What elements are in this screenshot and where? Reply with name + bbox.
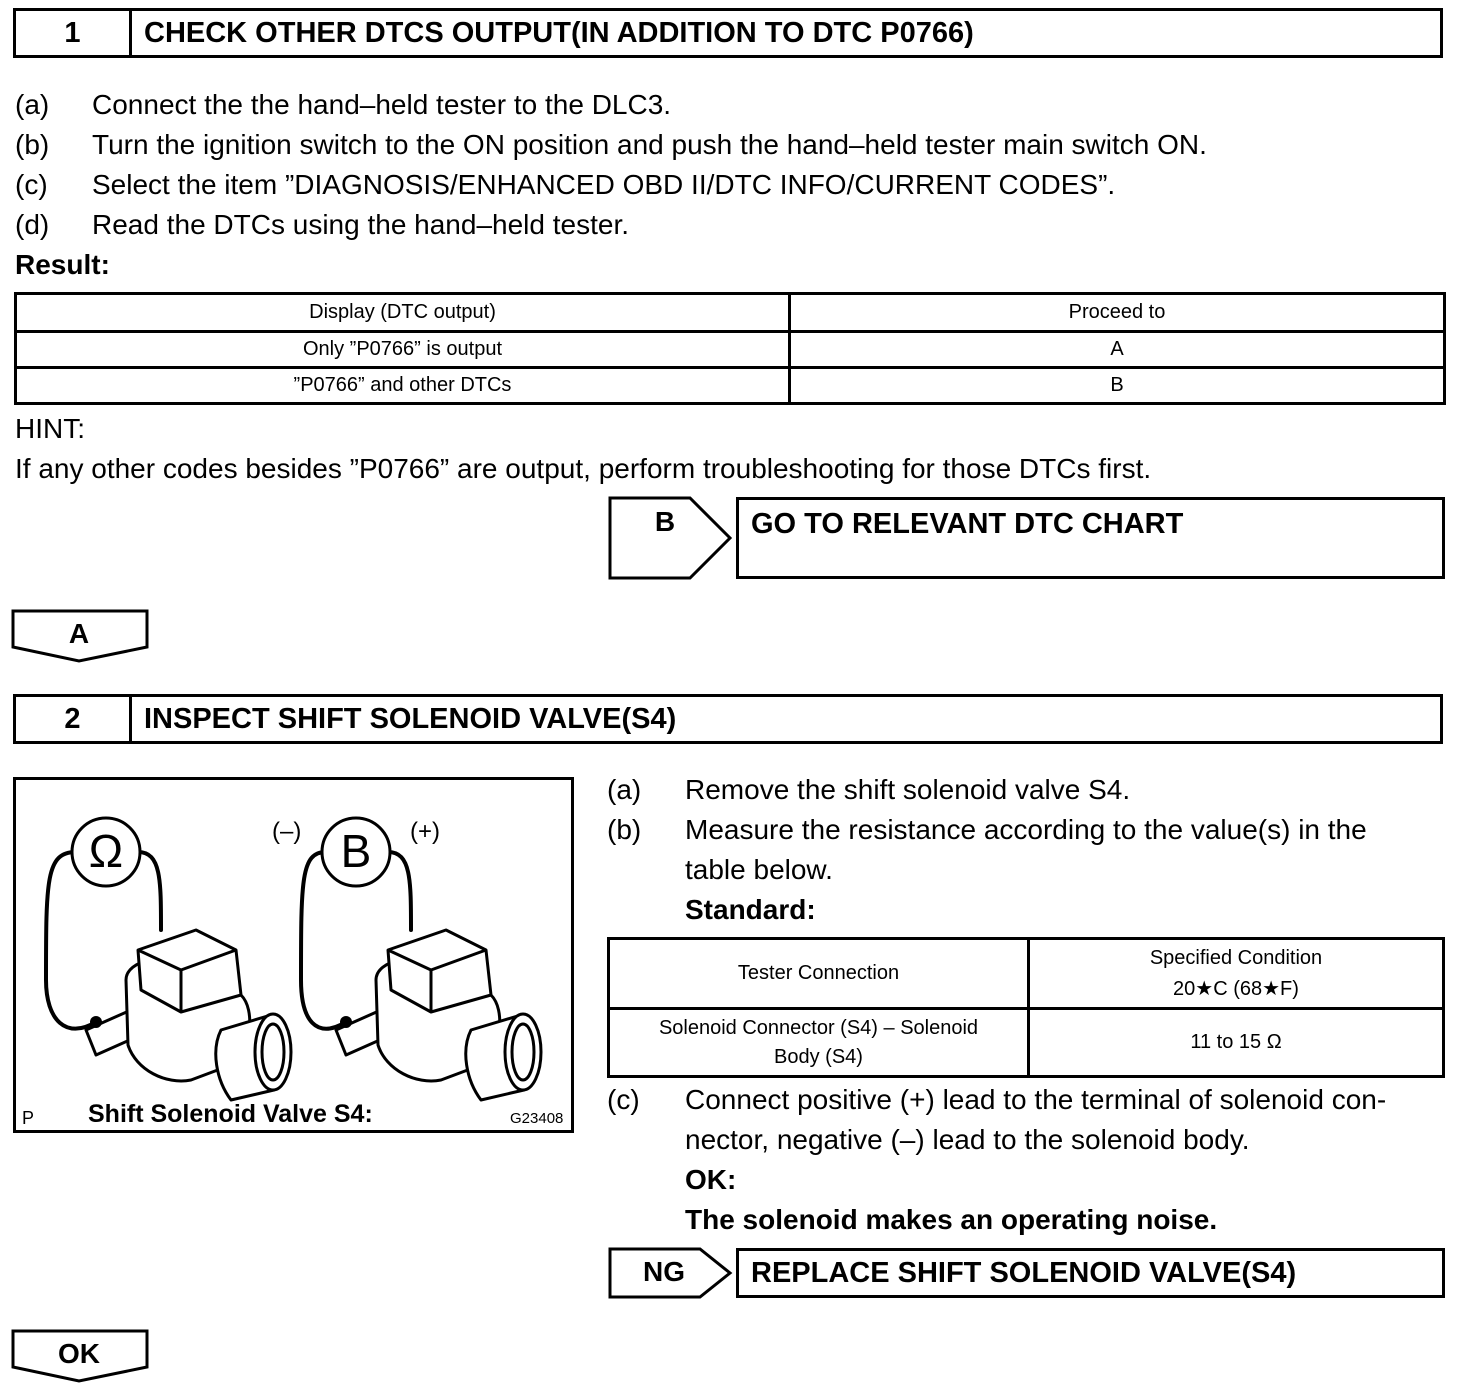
table-header-row bbox=[16, 294, 1445, 332]
table-row bbox=[16, 368, 1445, 404]
branch-b-action: GO TO RELEVANT DTC CHART bbox=[736, 497, 1445, 579]
branch-tag-ng: NG bbox=[643, 1256, 685, 1287]
table-header: Proceed to bbox=[790, 294, 1445, 332]
solenoid-figure bbox=[13, 777, 574, 1133]
item-text: Turn the ignition switch to the ON position and push the hand–held tester main switch ON. bbox=[92, 129, 1207, 160]
figure-corner-label: P bbox=[22, 1108, 35, 1128]
table-header-row bbox=[609, 939, 1444, 1009]
table-cell: Body (S4) bbox=[774, 1045, 863, 1068]
table-header: Specified Condition bbox=[1149, 946, 1323, 969]
table-header-condition bbox=[1029, 939, 1444, 1009]
standard-label: Standard: bbox=[685, 894, 816, 925]
table-header: Tester Connection bbox=[609, 939, 1029, 1009]
step-2-header bbox=[13, 694, 1443, 744]
branch-tag-ok: OK bbox=[58, 1338, 100, 1369]
plus-label: (+) bbox=[410, 818, 440, 845]
result-label: Result: bbox=[15, 249, 110, 280]
item-text-continued: table below. bbox=[685, 854, 833, 885]
item-text-continued: nector, negative (–) lead to the solenoid body. bbox=[685, 1124, 1250, 1155]
table-cell: Solenoid Connector (S4) – Solenoid bbox=[658, 1016, 979, 1039]
step-1-header bbox=[13, 8, 1443, 58]
item-label: (c) bbox=[607, 1084, 640, 1115]
standard-table bbox=[607, 937, 1445, 1078]
step-number: 1 bbox=[16, 11, 132, 55]
item-label: (d) bbox=[15, 209, 50, 240]
table-cell: A bbox=[790, 332, 1445, 368]
hint-label: HINT: bbox=[15, 413, 85, 444]
table-row bbox=[16, 332, 1445, 368]
result-table bbox=[14, 292, 1446, 405]
step-number: 2 bbox=[16, 697, 132, 741]
item-label: (a) bbox=[607, 774, 642, 805]
battery-symbol: B bbox=[340, 825, 372, 877]
branch-tag-a: A bbox=[68, 618, 90, 649]
item-text: Connect positive (+) lead to the terminal of solenoid con- bbox=[685, 1084, 1387, 1115]
table-cell: Only ”P0766” is output bbox=[16, 332, 790, 368]
item-label: (c) bbox=[15, 169, 48, 200]
table-cell: B bbox=[790, 368, 1445, 404]
figure-code: G23408 bbox=[510, 1110, 564, 1127]
table-cell-connection bbox=[609, 1009, 1029, 1077]
item-text: Connect the the hand–held tester to the DLC3. bbox=[92, 89, 672, 120]
table-cell: 11 to 15 Ω bbox=[1029, 1009, 1444, 1077]
branch-ng-action: REPLACE SHIFT SOLENOID VALVE(S4) bbox=[736, 1248, 1445, 1298]
ohm-symbol: Ω bbox=[88, 825, 124, 877]
item-text: Read the DTCs using the hand–held tester. bbox=[92, 209, 630, 240]
item-label: (a) bbox=[15, 89, 50, 120]
item-text: Measure the resistance according to the value(s) in the bbox=[685, 814, 1367, 845]
table-cell: ”P0766” and other DTCs bbox=[16, 368, 790, 404]
table-header: Display (DTC output) bbox=[16, 294, 790, 332]
item-text: Remove the shift solenoid valve S4. bbox=[685, 774, 1131, 805]
item-label: (b) bbox=[607, 814, 642, 845]
ok-text: The solenoid makes an operating noise. bbox=[685, 1204, 1218, 1235]
step-title: CHECK OTHER DTCS OUTPUT(IN ADDITION TO DTC P0766) bbox=[144, 16, 974, 49]
item-text: Select the item ”DIAGNOSIS/ENHANCED OBD II/DTC INFO/CURRENT CODES”. bbox=[92, 169, 1116, 200]
table-row bbox=[609, 1009, 1444, 1077]
figure-caption: Shift Solenoid Valve S4: bbox=[88, 1100, 373, 1128]
ok-label: OK: bbox=[685, 1164, 737, 1195]
hint-text: If any other codes besides ”P0766” are output, perform troubleshooting for those DTCs first. bbox=[15, 453, 1152, 484]
item-label: (b) bbox=[15, 129, 50, 160]
branch-tag-b: B bbox=[654, 506, 676, 537]
minus-label: (–) bbox=[272, 818, 302, 845]
step-title: INSPECT SHIFT SOLENOID VALVE(S4) bbox=[144, 702, 677, 735]
table-header-temperature: 20★C (68★F) bbox=[1173, 977, 1299, 1000]
